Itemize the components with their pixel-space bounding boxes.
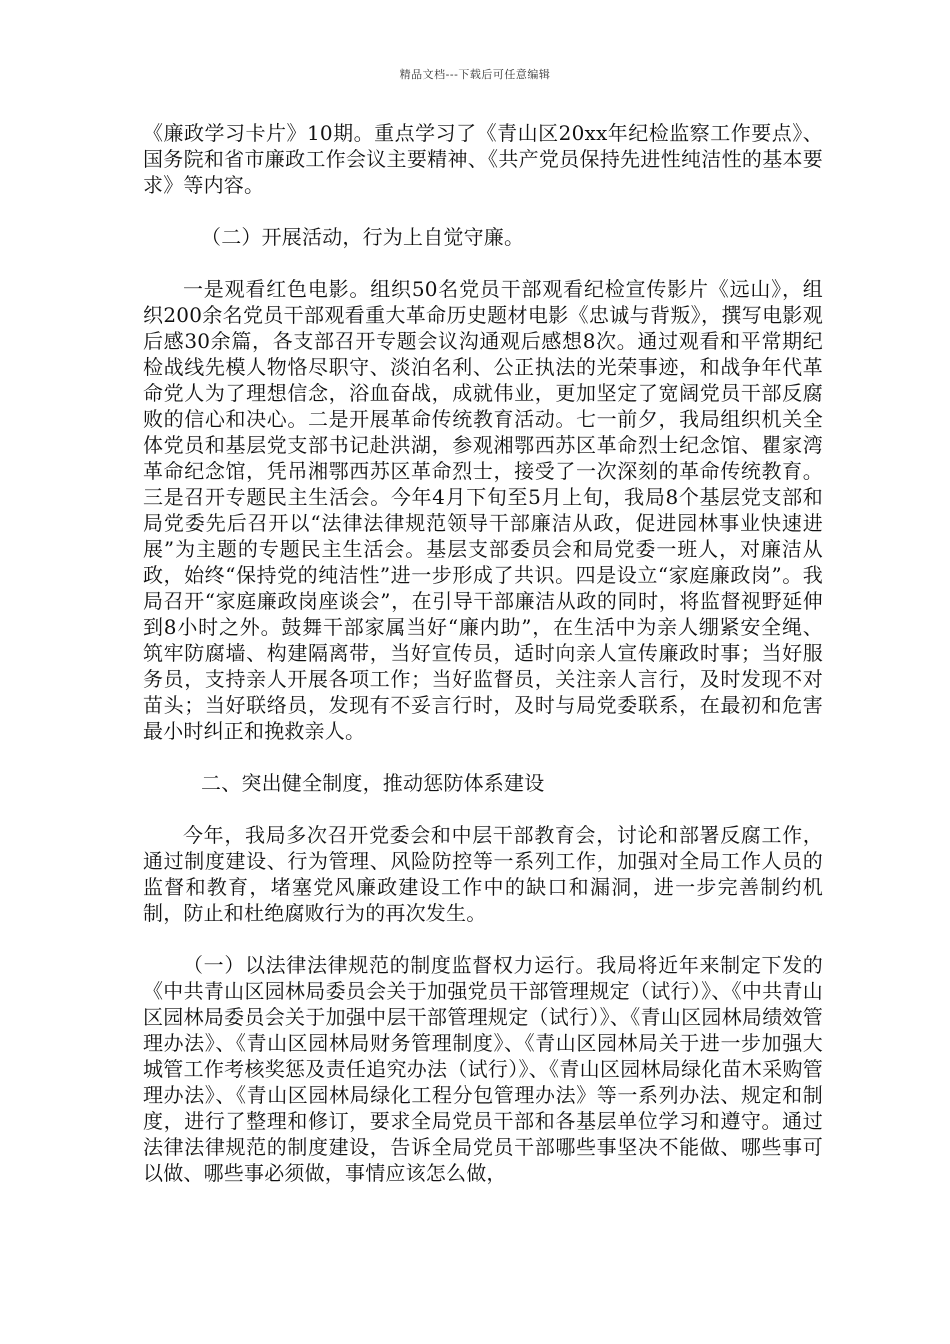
paragraph-this-year: 今年，我局多次召开党委会和中层干部教育会，讨论和部署反腐工作，通过制度建设、行为管理、风险防控等一系列工作，加强对全局工作人员的监督和教育，堵塞党风廉政建设工作中的缺口和漏洞，进一步完善制约机制，防止和杜绝腐败行为的再次发生。 bbox=[143, 823, 823, 925]
page-header: 精品文档---下载后可任意编辑 bbox=[399, 68, 551, 81]
paragraph-continued: 《廉政学习卡片》10期。重点学习了《青山区20xx年纪检监察工作要点》、国务院和省市廉政工作会议主要精神、《共产党员保持先进性纯洁性的基本要求》等内容。 bbox=[143, 121, 823, 197]
document-body bbox=[143, 120, 823, 1212]
paragraph-regulations: （一）以法律法律规范的制度监督权力运行。我局将近年来制定下发的《中共青山区园林局委员会关于加强党员干部管理规定（试行）》、《中共青山区园林局委员会关于加强中层干部管理规定（试行）》、《青山区园林局绩效管理办法》、《青山区园林局财务管理制度》、《青山区园林局关于进一步加强大城管工作考核奖惩及责任追究办法（试行）》、《青山区园林局绿化苗木采购管理办法》、《青山区园林局绿化工程分包管理办法》等一系列办法、规定和制度，进行了整理和修订，要求全局党员干部和各基层单位学习和遵守。通过法律法律规范的制度建设，告诉全局党员干部哪些事坚决不能做、哪些事可以做、哪些事必须做，事情应该怎么做， bbox=[143, 953, 823, 1185]
paragraph-activities: 一是观看红色电影。组织50名党员干部观看纪检宣传影片《远山》，组织200余名党员干部观看重大革命历史题材电影《忠诚与背叛》，撰写电影观后感30余篇，各支部召开专题会议沟通观后感想8次。通过观看和平常期纪检战线先模人物恪尽职守、淡泊名利、公正执法的光荣事迹，和战争年代革命党人为了理想信念，浴血奋战，成就伟业，更加坚定了宽阔党员干部反腐败的信心和决心。二是开展革命传统教育活动。七一前夕，我局组织机关全体党员和基层党支部书记赴洪湖，参观湘鄂西苏区革命烈士纪念馆、瞿家湾革命纪念馆，凭吊湘鄂西苏区革命烈士，接受了一次深刻的革命传统教育。三是召开专题民主生活会。今年4月下旬至5月上旬，我局8个基层党支部和局党委先后召开以“法律法律规范领导干部廉洁从政，促进园林事业快速进展”为主题的专题民主生活会。基层支部委员会和局党委一班人，对廉洁从政，始终“保持党的纯洁性”进一步形成了共识。四是设立“家庭廉政岗”。我局召开“家庭廉政岗座谈会”，在引导干部廉洁从政的同时，将监督视野延伸到8小时之外。鼓舞干部家属当好“廉内助”，在生活中为亲人绷紧安全绳、筑牢防腐墙、构建隔离带，当好宣传员，适时向亲人宣传廉政时事；当好服务员，支持亲人开展各项工作；当好监督员，关注亲人言行，及时发现不对苗头；当好联络员，发现有不妥言行时，及时与局党委联系，在最初和危害最小时纠正和挽救亲人。 bbox=[143, 277, 823, 743]
section-heading-system: 二、突出健全制度，推动惩防体系建设 bbox=[201, 771, 545, 795]
subheading-activities: （二）开展活动，行为上自觉守廉。 bbox=[201, 225, 525, 249]
